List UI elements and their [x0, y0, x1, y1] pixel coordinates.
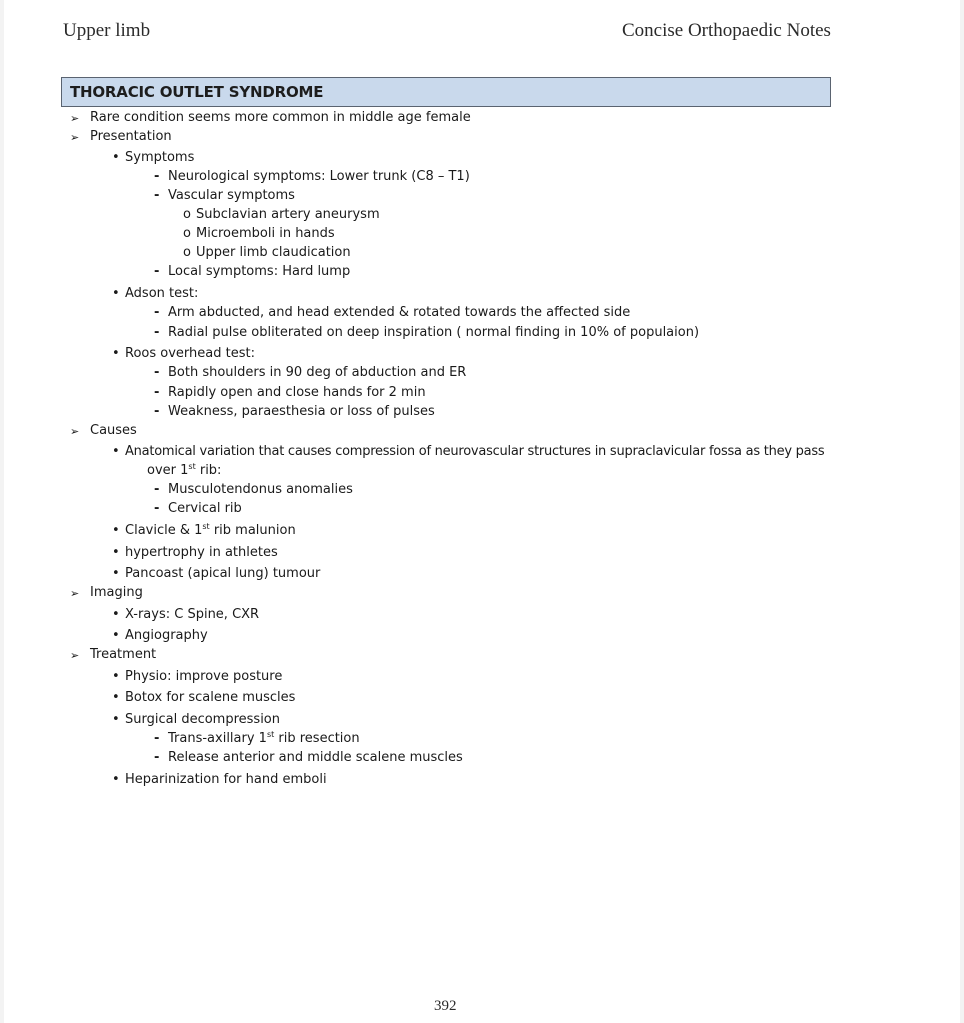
- circle-bullet-icon: o: [183, 226, 191, 241]
- dash-bullet-icon: -: [154, 188, 160, 203]
- arrow-bullet-icon: ➢: [70, 112, 80, 125]
- superscript: st: [266, 730, 275, 739]
- document-page: [4, 0, 960, 1023]
- list-item-local: Local symptoms: Hard lump: [168, 264, 351, 279]
- superscript: st: [202, 522, 210, 531]
- dash-bullet-icon: -: [154, 385, 160, 400]
- bullet-icon: •: [112, 545, 120, 560]
- dash-bullet-icon: -: [154, 404, 160, 419]
- list-item-imaging-1: X-rays: C Spine, CXR: [125, 607, 260, 622]
- running-header-right: Concise Orthopaedic Notes: [622, 20, 831, 41]
- dash-bullet-icon: -: [154, 365, 160, 380]
- bullet-icon: •: [112, 772, 120, 787]
- circle-bullet-icon: o: [183, 245, 191, 260]
- list-item-hypertrophy: hypertrophy in athletes: [125, 545, 278, 560]
- list-item-symptoms: Symptoms: [125, 150, 195, 165]
- list-item-surgical: Surgical decompression: [125, 712, 281, 727]
- list-item-neuro: Neurological symptoms: Lower trunk (C8 – T1): [168, 169, 470, 184]
- bullet-icon: •: [112, 690, 120, 705]
- running-header-left: Upper limb: [63, 20, 151, 41]
- list-item-causes: Causes: [90, 423, 137, 438]
- list-item-adson-2: Radial pulse obliterated on deep inspiration ( normal finding in 10% of populaion): [168, 325, 700, 340]
- bullet-icon: •: [112, 346, 120, 361]
- dash-bullet-icon: -: [154, 482, 160, 497]
- list-item-intro: Rare condition seems more common in middle age female: [90, 110, 471, 125]
- list-item-roos-2: Rapidly open and close hands for 2 min: [168, 385, 426, 400]
- arrow-bullet-icon: ➢: [70, 425, 80, 438]
- list-item-vascular-2: Microemboli in hands: [196, 226, 335, 241]
- list-item-release: Release anterior and middle scalene muscles: [168, 750, 463, 765]
- dash-bullet-icon: -: [154, 305, 160, 320]
- list-item-anatomical-1: Musculotendonus anomalies: [168, 482, 353, 497]
- bullet-icon: •: [112, 669, 120, 684]
- list-item-adson: Adson test:: [125, 286, 199, 301]
- list-item-trans-axillary: [168, 731, 360, 746]
- circle-bullet-icon: o: [183, 207, 191, 222]
- list-item-presentation: Presentation: [90, 129, 172, 144]
- dash-bullet-icon: -: [154, 264, 160, 279]
- text-segment: Trans-axillary 1: [168, 731, 267, 746]
- list-item-adson-1: Arm abducted, and head extended & rotated towards the affected side: [168, 305, 631, 320]
- dash-bullet-icon: -: [154, 501, 160, 516]
- list-item-imaging: Imaging: [90, 585, 143, 600]
- bullet-icon: •: [112, 566, 120, 581]
- bullet-icon: •: [112, 150, 120, 165]
- text-segment: over 1: [147, 463, 189, 478]
- section-title-box: [61, 77, 831, 107]
- dash-bullet-icon: -: [154, 169, 160, 184]
- list-item-roos-3: Weakness, paraesthesia or loss of pulses: [168, 404, 435, 419]
- superscript: st: [188, 462, 196, 471]
- text-segment: rib malunion: [209, 523, 296, 538]
- list-item-vascular: Vascular symptoms: [168, 188, 295, 203]
- bullet-icon: •: [112, 286, 120, 301]
- text-segment: rib resection: [274, 731, 360, 746]
- list-item-anatomical-2: Cervical rib: [168, 501, 242, 516]
- list-item-pancoast: Pancoast (apical lung) tumour: [125, 566, 321, 581]
- section-title: THORACIC OUTLET SYNDROME: [70, 83, 324, 101]
- arrow-bullet-icon: ➢: [70, 131, 80, 144]
- bullet-icon: •: [112, 523, 120, 538]
- list-item-imaging-2: Angiography: [125, 628, 208, 643]
- text-segment: rib:: [195, 463, 222, 478]
- list-item-botox: Botox for scalene muscles: [125, 690, 296, 705]
- page-number: 392: [434, 998, 457, 1014]
- list-item-anatomical: Anatomical variation that causes compression of neurovascular structures in supraclavicular fossa as they pass: [125, 444, 825, 459]
- list-item-anatomical-cont: [147, 463, 221, 478]
- dash-bullet-icon: -: [154, 325, 160, 340]
- list-item-physio: Physio: improve posture: [125, 669, 283, 684]
- list-item-clavicle: [125, 523, 296, 538]
- arrow-bullet-icon: ➢: [70, 587, 80, 600]
- list-item-vascular-3: Upper limb claudication: [196, 245, 351, 260]
- bullet-icon: •: [112, 712, 120, 727]
- dash-bullet-icon: -: [154, 750, 160, 765]
- list-item-vascular-1: Subclavian artery aneurysm: [196, 207, 380, 222]
- text-segment: Clavicle & 1: [125, 523, 203, 538]
- bullet-icon: •: [112, 628, 120, 643]
- dash-bullet-icon: -: [154, 731, 160, 746]
- bullet-icon: •: [112, 444, 120, 459]
- list-item-roos-1: Both shoulders in 90 deg of abduction and ER: [168, 365, 467, 380]
- list-item-roos: Roos overhead test:: [125, 346, 255, 361]
- list-item-heparin: Heparinization for hand emboli: [125, 772, 327, 787]
- list-item-treatment: Treatment: [90, 647, 157, 662]
- arrow-bullet-icon: ➢: [70, 649, 80, 662]
- bullet-icon: •: [112, 607, 120, 622]
